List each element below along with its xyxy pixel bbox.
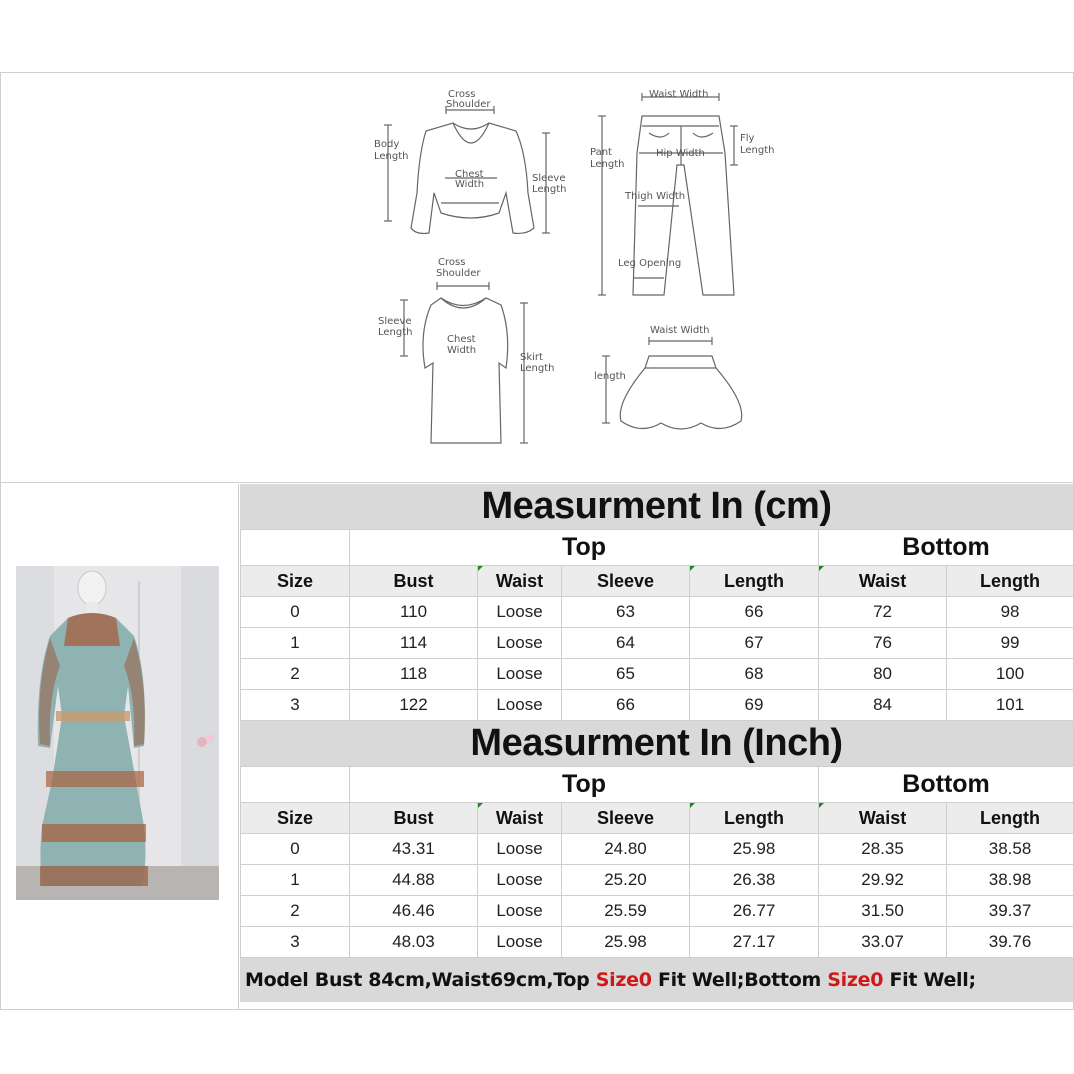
table-row: [241, 834, 1074, 865]
table-cell: Loose: [478, 927, 562, 958]
table-cell: 64: [562, 628, 690, 659]
inch-header-cell: Waist: [819, 803, 947, 834]
pants-waist-width-label: Waist Width: [649, 89, 709, 100]
table-cell: 0: [241, 597, 350, 628]
dress-sleeve-length-label-1: Sleeve: [378, 316, 412, 327]
inch-header-cell: Sleeve: [562, 803, 690, 834]
table-cell: 25.98: [562, 927, 690, 958]
table-cell: 98: [947, 597, 1074, 628]
cm-group-row: [241, 530, 1074, 566]
table-cell: 25.59: [562, 896, 690, 927]
top-chest-width-label-2: Width: [455, 179, 485, 190]
table-cell: 118: [350, 659, 478, 690]
cm-header-cell: Bust: [350, 566, 478, 597]
cm-header-cell: Waist: [478, 566, 562, 597]
cm-header-cell: Sleeve: [562, 566, 690, 597]
pants-leg-opening-label: Leg Opening: [618, 258, 682, 269]
pants-thigh-width-label: Thigh Width: [625, 191, 686, 202]
table-cell: 2: [241, 659, 350, 690]
top-body-length-label-2: Length: [374, 151, 409, 162]
pants-fly-length-label-2: Length: [740, 145, 775, 156]
table-cell: 110: [350, 597, 478, 628]
table-cell: 25.20: [562, 865, 690, 896]
table-cell: 1: [241, 628, 350, 659]
table-cell: 29.92: [819, 865, 947, 896]
table-cell: 80: [819, 659, 947, 690]
dress-cross-shoulder-label-1: Cross: [438, 257, 466, 268]
table-row: [241, 896, 1074, 927]
inch-header-cell: Waist: [478, 803, 562, 834]
table-cell: 39.76: [947, 927, 1074, 958]
table-cell: 66: [562, 690, 690, 721]
table-cell: 114: [350, 628, 478, 659]
dress-drawing: [400, 282, 528, 443]
table-cell: 68: [690, 659, 819, 690]
top-chest-width-label-1: Chest: [455, 169, 484, 180]
table-cell: Loose: [478, 896, 562, 927]
dress-sleeve-length-label-2: Length: [378, 327, 413, 338]
cm-header-cell: Size: [241, 566, 350, 597]
dress-chest-width-label-1: Chest: [447, 334, 476, 345]
table-cell: 2: [241, 896, 350, 927]
table-cell: 31.50: [819, 896, 947, 927]
cm-group-empty: [241, 530, 350, 566]
table-cell: 72: [819, 597, 947, 628]
inch-header-cell: Bust: [350, 803, 478, 834]
product-photo-panel: [1, 484, 239, 1009]
cm-header-cell: Length: [947, 566, 1074, 597]
table-cell: 99: [947, 628, 1074, 659]
table-cell: 26.38: [690, 865, 819, 896]
table-cell: 101: [947, 690, 1074, 721]
table-row: [241, 659, 1074, 690]
table-cell: 63: [562, 597, 690, 628]
cm-group-top: Top: [350, 530, 819, 566]
inch-table-title: Measurment In (Inch): [240, 721, 1073, 766]
table-cell: 3: [241, 927, 350, 958]
table-cell: Loose: [478, 597, 562, 628]
top-sleeve-length-label-1: Sleeve: [532, 173, 566, 184]
table-cell: 24.80: [562, 834, 690, 865]
table-row: [241, 927, 1074, 958]
table-row: [241, 597, 1074, 628]
table-cell: 46.46: [350, 896, 478, 927]
measurement-diagram-panel: [1, 73, 1073, 483]
dress-cross-shoulder-label-2: Shoulder: [436, 268, 481, 279]
inch-header-cell: Length: [947, 803, 1074, 834]
table-cell: 122: [350, 690, 478, 721]
table-cell: Loose: [478, 628, 562, 659]
table-cell: Loose: [478, 659, 562, 690]
table-cell: 69: [690, 690, 819, 721]
inch-header-cell: Length: [690, 803, 819, 834]
table-cell: 48.03: [350, 927, 478, 958]
table-row: [241, 628, 1074, 659]
inch-group-row: [241, 767, 1074, 803]
cm-table-title: Measurment In (cm): [240, 484, 1073, 529]
table-cell: 38.98: [947, 865, 1074, 896]
table-cell: Loose: [478, 690, 562, 721]
table-cell: 0: [241, 834, 350, 865]
table-cell: 65: [562, 659, 690, 690]
top-body-length-label-1: Body: [374, 139, 400, 150]
pants-pant-length-label-1: Pant: [590, 147, 612, 158]
table-cell: 1: [241, 865, 350, 896]
skirt-waist-width-label: Waist Width: [650, 325, 710, 336]
skirt-drawing: [602, 337, 742, 429]
inch-table: [240, 766, 1074, 958]
size-tables: [240, 484, 1073, 1002]
table-cell: 25.98: [690, 834, 819, 865]
table-cell: 26.77: [690, 896, 819, 927]
table-cell: 33.07: [819, 927, 947, 958]
cm-header-row: [241, 566, 1074, 597]
dress-chest-width-label-2: Width: [447, 345, 477, 356]
cm-group-bottom: Bottom: [819, 530, 1074, 566]
note-size-top: Size0: [595, 969, 652, 991]
inch-group-top: Top: [350, 767, 819, 803]
pants-hip-width-label: Hip Width: [656, 148, 705, 159]
table-cell: 66: [690, 597, 819, 628]
table-cell: 76: [819, 628, 947, 659]
pants-fly-length-label-1: Fly: [740, 133, 755, 144]
skirt-length-label: length: [594, 371, 626, 382]
note-text-1: Model Bust 84cm,Waist69cm,Top: [245, 969, 596, 991]
table-row: [241, 690, 1074, 721]
table-cell: 3: [241, 690, 350, 721]
pants-pant-length-label-2: Length: [590, 159, 625, 170]
table-cell: 27.17: [690, 927, 819, 958]
table-cell: 44.88: [350, 865, 478, 896]
table-cell: 28.35: [819, 834, 947, 865]
note-size-bottom: Size0: [827, 969, 884, 991]
table-cell: Loose: [478, 865, 562, 896]
inch-header-cell: Size: [241, 803, 350, 834]
table-cell: Loose: [478, 834, 562, 865]
cm-header-cell: Length: [690, 566, 819, 597]
table-cell: 38.58: [947, 834, 1074, 865]
table-cell: 84: [819, 690, 947, 721]
top-sleeve-length-label-2: Length: [532, 184, 567, 195]
top-cross-shoulder-label-1: Cross: [448, 89, 476, 100]
model-fit-note: [240, 958, 1073, 1002]
product-photo: [16, 566, 219, 900]
note-text-3: Fit Well;: [883, 969, 976, 991]
dress-skirt-length-label-1: Skirt: [520, 352, 543, 363]
table-cell: 100: [947, 659, 1074, 690]
table-cell: 39.37: [947, 896, 1074, 927]
note-text-2: Fit Well;Bottom: [651, 969, 828, 991]
inch-header-row: [241, 803, 1074, 834]
measurement-diagrams: [1, 73, 1073, 483]
cm-header-cell: Waist: [819, 566, 947, 597]
table-cell: 67: [690, 628, 819, 659]
top-cross-shoulder-label-2: Shoulder: [446, 99, 491, 110]
inch-group-empty: [241, 767, 350, 803]
dress-skirt-length-label-2: Length: [520, 363, 555, 374]
cm-table: [240, 529, 1074, 721]
table-cell: 43.31: [350, 834, 478, 865]
inch-group-bottom: Bottom: [819, 767, 1074, 803]
table-row: [241, 865, 1074, 896]
